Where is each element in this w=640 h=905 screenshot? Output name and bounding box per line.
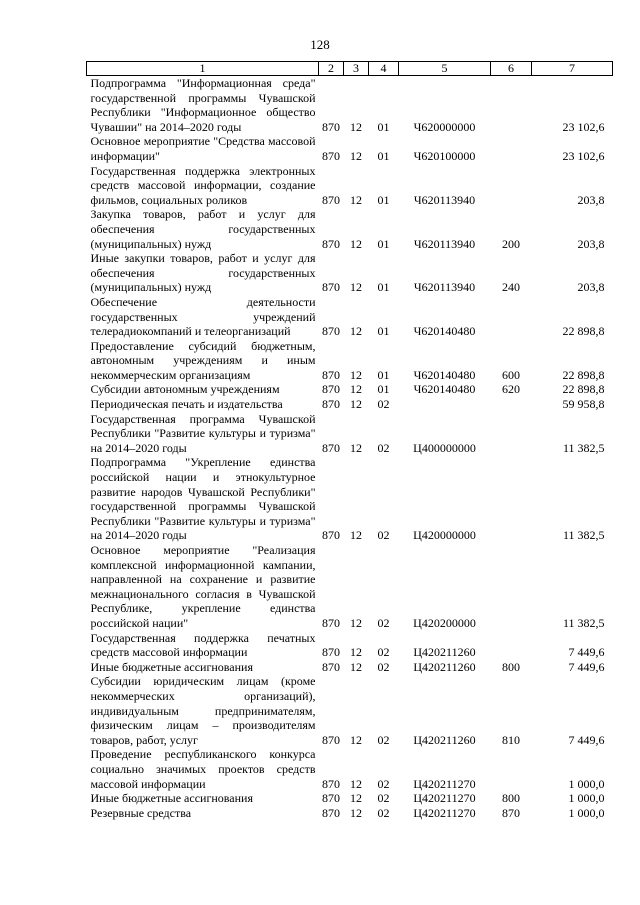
header-col-5: 5 [399, 62, 491, 76]
row-expense-type [491, 631, 532, 660]
row-subsection-code: 02 [377, 440, 390, 455]
row-target-article: Ц420000000 [413, 528, 476, 543]
row-name: Подпрограмма "Укрепление единства российской нации и этнокультурное развитие народов Чувашской Республики" государственной программы Чувашской Республики "Развитие культуры и туризма" на 2014–2020 годы [90, 455, 316, 543]
table-row [87, 660, 613, 675]
row-amount: 203,8 [577, 192, 605, 207]
budget-table [86, 61, 613, 820]
page-number: 128 [310, 37, 330, 52]
table-row [87, 543, 613, 631]
row-section-code: 12 [350, 148, 362, 163]
row-subsection-code: 02 [377, 645, 390, 660]
row-ministry-code: 870 [322, 645, 340, 660]
row-target-article: Ц420211260 [413, 732, 476, 747]
row-name: Иные бюджетные ассигнования [90, 659, 253, 674]
row-target-article: Ч620113940 [413, 192, 476, 207]
row-expense-type: 800 [502, 659, 520, 674]
row-name: Резервные средства [90, 805, 192, 820]
row-expense-type [491, 397, 532, 412]
row-section-code: 12 [350, 615, 362, 630]
row-section-code: 12 [350, 528, 362, 543]
row-amount: 7 449,6 [568, 659, 605, 674]
row-ministry-code: 870 [322, 280, 340, 295]
row-ministry-code: 870 [322, 324, 340, 339]
row-section-code: 12 [350, 236, 362, 251]
row-section-code: 12 [350, 776, 362, 791]
row-amount: 23 102,6 [562, 119, 605, 134]
row-name: Государственная программа Чувашской Республики "Развитие культуры и туризма" на 2014–2020 годы [90, 411, 316, 455]
row-expense-type [491, 543, 532, 631]
row-ministry-code: 870 [322, 148, 340, 163]
row-ministry-code: 870 [322, 397, 340, 412]
row-target-article: Ц420211270 [413, 791, 476, 806]
row-subsection-code: 01 [377, 367, 390, 382]
table-body [87, 76, 613, 821]
row-ministry-code: 870 [322, 382, 340, 397]
row-ministry-code: 870 [322, 192, 340, 207]
row-ministry-code: 870 [322, 615, 340, 630]
row-expense-type: 620 [502, 382, 520, 397]
row-subsection-code: 01 [377, 236, 390, 251]
row-expense-type [491, 134, 532, 163]
table-row [87, 412, 613, 456]
row-amount: 22 898,8 [562, 382, 605, 397]
row-ministry-code: 870 [322, 440, 340, 455]
table-row [87, 382, 613, 397]
row-section-code: 12 [350, 440, 362, 455]
row-name: Субсидии автономным учреждениям [90, 382, 280, 397]
row-ministry-code: 870 [322, 791, 340, 806]
row-subsection-code: 02 [377, 615, 390, 630]
row-amount: 11 382,5 [562, 615, 605, 630]
row-target-article: Ц420211270 [413, 776, 476, 791]
row-section-code: 12 [350, 192, 362, 207]
row-section-code: 12 [350, 119, 362, 134]
row-ministry-code: 870 [322, 236, 340, 251]
row-expense-type [491, 455, 532, 543]
row-ministry-code: 870 [322, 805, 340, 820]
header-col-7: 7 [532, 62, 613, 76]
header-row [87, 62, 613, 76]
row-expense-type: 240 [502, 280, 520, 295]
row-expense-type [491, 164, 532, 208]
row-subsection-code: 02 [377, 659, 390, 674]
row-amount: 23 102,6 [562, 148, 605, 163]
row-name: Обеспечение деятельности государственных учреждений телерадиокомпаний и телеорганизаций [90, 294, 316, 339]
row-section-code: 12 [350, 324, 362, 339]
row-amount: 22 898,8 [562, 367, 605, 382]
table-row [87, 791, 613, 806]
row-section-code: 12 [350, 397, 362, 412]
row-target-article: Ч620113940 [413, 236, 476, 251]
row-ministry-code: 870 [322, 367, 340, 382]
row-amount: 1 000,0 [568, 791, 605, 806]
row-subsection-code: 02 [377, 776, 390, 791]
row-target-article: Ч620140480 [413, 382, 476, 397]
row-target-article: Ч620100000 [413, 148, 476, 163]
row-target-article: Ц400000000 [413, 440, 476, 455]
row-subsection-code: 02 [377, 528, 390, 543]
row-section-code: 12 [350, 382, 362, 397]
header-col-2: 2 [319, 62, 344, 76]
table-row [87, 455, 613, 543]
row-section-code: 12 [350, 280, 362, 295]
table-row [87, 747, 613, 791]
row-expense-type [491, 295, 532, 339]
row-expense-type [491, 412, 532, 456]
table-header [87, 62, 613, 76]
row-target-article: Ц420211260 [413, 645, 476, 660]
row-subsection-code: 01 [377, 280, 390, 295]
row-subsection-code: 02 [377, 805, 390, 820]
header-col-1: 1 [87, 62, 319, 76]
row-subsection-code: 01 [377, 148, 390, 163]
table-row [87, 806, 613, 821]
row-target-article: Ч620140480 [413, 324, 476, 339]
row-subsection-code: 01 [377, 382, 390, 397]
row-amount: 11 382,5 [562, 440, 605, 455]
row-name: Подпрограмма "Информационная среда" государственной программы Чувашской Республики "Информационное общество Чувашии" на 2014–2020 годы [90, 76, 316, 134]
row-target-article: Ц420211260 [413, 659, 476, 674]
row-amount: 1 000,0 [568, 805, 605, 820]
table-row [87, 207, 613, 251]
row-name: Государственная поддержка электронных средств массовой информации, создание фильмов, социальных роликов [90, 163, 316, 207]
row-name: Периодическая печать и издательства [90, 397, 283, 412]
row-subsection-code: 02 [377, 397, 390, 412]
row-expense-type: 600 [502, 367, 520, 382]
row-subsection-code: 01 [377, 119, 390, 134]
row-expense-type: 870 [502, 805, 520, 820]
row-target-article: Ц420200000 [413, 615, 476, 630]
row-name: Проведение республиканского конкурса социально значимых проектов средств массовой информации [90, 747, 316, 791]
row-ministry-code: 870 [322, 528, 340, 543]
row-ministry-code: 870 [322, 659, 340, 674]
row-amount: 11 382,5 [562, 528, 605, 543]
row-name: Государственная поддержка печатных средств массовой информации [90, 630, 316, 660]
row-expense-type [491, 76, 532, 135]
table-row [87, 164, 613, 208]
row-amount: 203,8 [577, 280, 605, 295]
header-col-3: 3 [344, 62, 369, 76]
table-row [87, 397, 613, 412]
table-row [87, 76, 613, 135]
row-ministry-code: 870 [322, 776, 340, 791]
row-name: Закупка товаров, работ и услуг для обеспечения государственных (муниципальных) нужд [90, 207, 316, 251]
row-target-article: Ц420211270 [413, 805, 476, 820]
header-col-6: 6 [491, 62, 532, 76]
row-target-article: Ч620140480 [413, 367, 476, 382]
table-row [87, 631, 613, 660]
row-ministry-code: 870 [322, 732, 340, 747]
table-row [87, 295, 613, 339]
table-row [87, 339, 613, 383]
header-col-4: 4 [369, 62, 399, 76]
row-subsection-code: 01 [377, 324, 390, 339]
row-subsection-code: 02 [377, 732, 390, 747]
row-section-code: 12 [350, 659, 362, 674]
row-expense-type: 200 [502, 236, 520, 251]
row-section-code: 12 [350, 805, 362, 820]
row-subsection-code: 01 [377, 192, 390, 207]
row-target-article [399, 397, 491, 412]
row-name: Предоставление субсидий бюджетным, автономным учреждениям и иным некоммерческим организациям [90, 338, 316, 382]
table-row [87, 134, 613, 163]
row-target-article: Ч620113940 [413, 280, 476, 295]
row-section-code: 12 [350, 645, 362, 660]
row-name: Иные закупки товаров, работ и услуг для обеспечения государственных (муниципальных) нужд [90, 251, 316, 295]
row-section-code: 12 [350, 367, 362, 382]
row-section-code: 12 [350, 732, 362, 747]
row-expense-type: 810 [502, 732, 520, 747]
row-name: Субсидии юридическим лицам (кроме некоммерческих организаций), индивидуальным предпринимателям, физическим лицам – производителям товаров, работ, услуг [90, 674, 316, 747]
row-name: Основное мероприятие "Средства массовой информации" [90, 134, 316, 163]
row-ministry-code: 870 [322, 119, 340, 134]
row-amount: 7 449,6 [568, 645, 605, 660]
table-row [87, 674, 613, 747]
row-amount: 7 449,6 [568, 732, 605, 747]
row-section-code: 12 [350, 791, 362, 806]
table-row [87, 251, 613, 295]
row-name: Иные бюджетные ассигнования [90, 791, 253, 806]
row-amount: 59 958,8 [562, 397, 605, 412]
row-target-article: Ч620000000 [413, 119, 476, 134]
row-expense-type [491, 747, 532, 791]
row-name: Основное мероприятие "Реализация комплексной информационной кампании, направленной на сохранение и развитие межнационального согласия в Чувашской Республике, укрепление единства российской нации" [90, 543, 316, 630]
row-amount: 1 000,0 [568, 776, 605, 791]
row-expense-type: 800 [502, 791, 520, 806]
row-amount: 22 898,8 [562, 324, 605, 339]
row-amount: 203,8 [577, 236, 605, 251]
row-subsection-code: 02 [377, 791, 390, 806]
